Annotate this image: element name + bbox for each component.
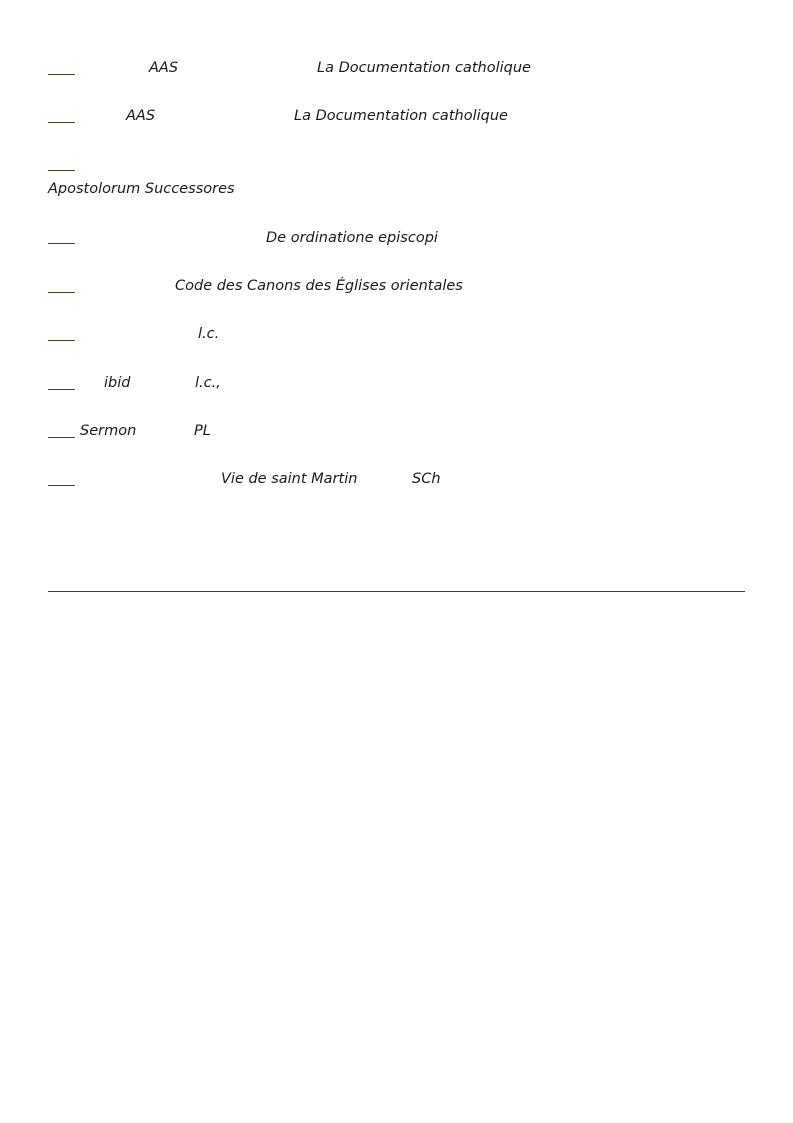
footnote	[48, 229, 748, 259]
footnote-fragment: La Documentation catholique	[317, 60, 531, 76]
footnote-fragment: PL	[194, 423, 211, 439]
footnote-fragment: AAS	[149, 60, 179, 76]
footnote-fragment: La Documentation catholique	[294, 108, 508, 124]
footnote-fragment: De ordinatione episcopi	[266, 230, 438, 246]
footnote-fragment: Apostolorum Successores	[48, 181, 235, 197]
footnote-marker-line	[48, 170, 75, 171]
footnote-marker-line	[48, 243, 75, 244]
footnote-fragment: l.c.,	[195, 375, 221, 391]
footnote-fragment: Sermon	[80, 423, 137, 439]
footnote	[48, 374, 748, 404]
horizontal-rule	[48, 591, 745, 592]
footnote	[48, 59, 748, 89]
footnote-marker-line	[48, 292, 75, 293]
footnote	[48, 107, 748, 137]
footnote-fragment: Code des Canons des Églises orientales	[175, 278, 463, 294]
footnote-marker-line	[48, 122, 75, 123]
footnote-marker-line	[48, 340, 75, 341]
footnote	[48, 325, 748, 355]
footnote	[48, 470, 748, 500]
footnote-fragment: SCh	[412, 471, 441, 487]
footnote	[48, 156, 748, 204]
footnote-fragment: l.c.	[198, 326, 220, 342]
footnote-fragment: Vie de saint Martin	[221, 471, 358, 487]
footnote-marker-line	[48, 389, 75, 390]
footnote-marker-line	[48, 485, 75, 486]
footnote-marker-line	[48, 74, 75, 75]
footnote-fragment: AAS	[126, 108, 156, 124]
footnote-marker-line	[48, 437, 75, 438]
footnote	[48, 422, 748, 452]
footnote	[48, 277, 748, 307]
footnote-fragment: ibid	[104, 375, 131, 391]
